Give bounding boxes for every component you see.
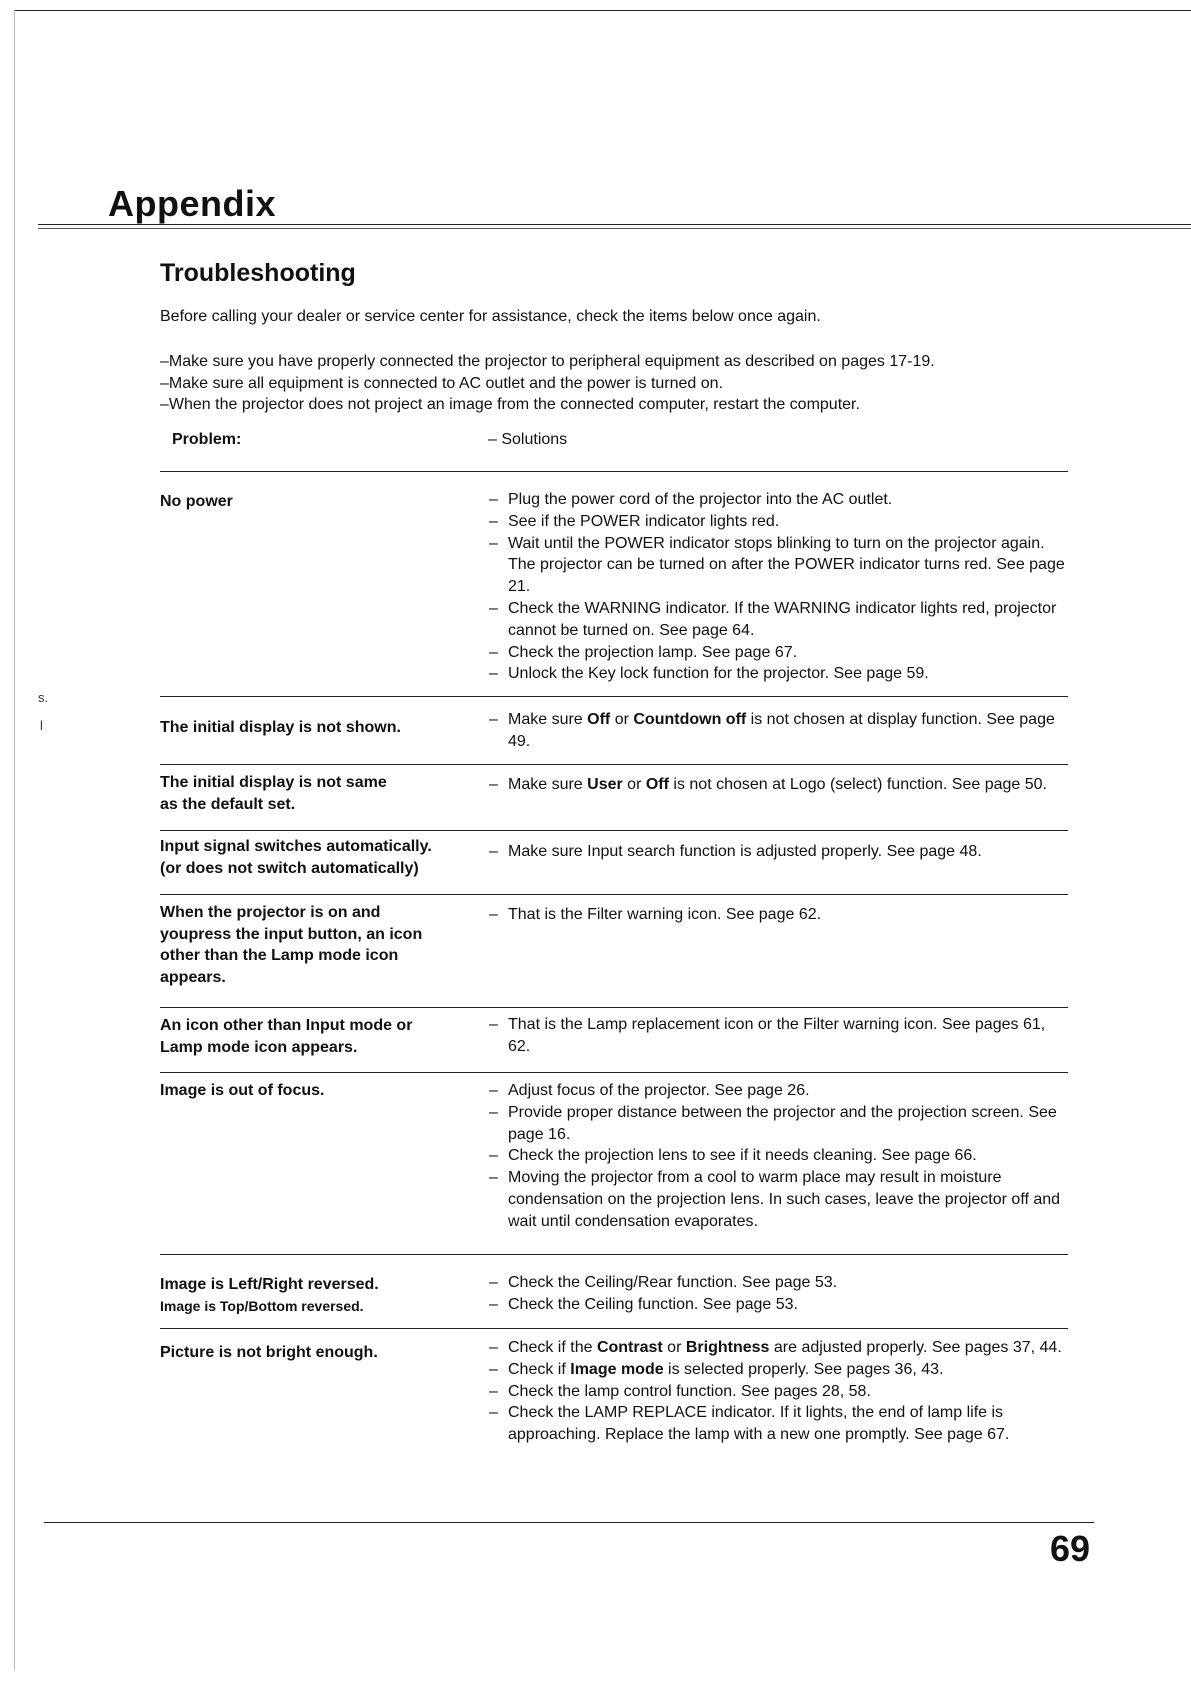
solution-text: That is the Filter warning icon. See page 62. [508, 906, 822, 923]
solution-text: Check if the [508, 1339, 597, 1356]
problem-initial-display-not-default [160, 772, 475, 815]
subsection-title: Troubleshooting [160, 259, 356, 287]
solution-item [489, 1167, 1069, 1232]
solution-text: is selected properly. See pages 36, 43. [663, 1360, 944, 1378]
solution-item [489, 511, 1069, 533]
section-title: Appendix [108, 183, 277, 224]
solution-emphasis: Off [587, 711, 611, 728]
problem-text: No power [160, 493, 233, 510]
dash-bullet: – [489, 1082, 498, 1099]
dash-bullet: – [489, 1274, 498, 1291]
dash-bullet: – [489, 1147, 498, 1165]
problem-image-reversed [160, 1274, 475, 1317]
dash-bullet: – [489, 643, 498, 661]
problem-text: When the projector is on and [160, 904, 381, 921]
dash-bullet: – [489, 776, 498, 793]
problem-unexpected-icon-on-input [160, 902, 475, 988]
header-rule [160, 471, 1068, 472]
solution-item [489, 1294, 1069, 1316]
solution-text: is not chosen at display function. See page 49. [508, 711, 1055, 750]
solution-emphasis: User [587, 776, 623, 793]
row-rule [160, 1328, 1068, 1329]
row-rule [160, 696, 1068, 697]
solutions-column-header: – Solutions [488, 431, 568, 448]
precheck-list [160, 351, 1100, 416]
solution-item [489, 1402, 1069, 1446]
problem-input-signal-switches [160, 836, 475, 879]
problem-text: Image is Top/Bottom reversed. [160, 1297, 364, 1314]
solution-text: Provide proper distance between the projector and the projection screen. See page 16. [508, 1103, 1057, 1143]
problem-initial-display-not-shown [160, 717, 475, 739]
dash-bullet: – [489, 843, 498, 860]
row-rule [160, 1072, 1068, 1073]
solution-text: or [662, 1339, 686, 1356]
left-margin-rule [14, 10, 15, 1670]
solution-item [489, 489, 1069, 511]
solution-text: See if the POWER indicator lights red. [508, 512, 780, 530]
solutions-initial-display-not-shown [489, 709, 1069, 753]
row-rule [160, 1254, 1068, 1255]
solution-text: Check if [508, 1360, 571, 1378]
problem-text: The initial display is not same [160, 774, 387, 791]
solution-item [489, 1337, 1069, 1359]
intro-text: Before calling your dealer or service center for assistance, check the items below once again. [160, 308, 821, 325]
solution-text: Check the WARNING indicator. If the WARNING indicator lights red, projector cannot be turned on. See page 64. [508, 599, 1057, 639]
solution-item [489, 1014, 1069, 1058]
margin-mark: s. [38, 690, 49, 705]
solution-text: Unlock the Key lock function for the projector. See page 59. [508, 665, 929, 683]
dash-bullet: – [489, 512, 498, 530]
solution-item [489, 1381, 1069, 1403]
dash-bullet: – [489, 1360, 498, 1378]
solution-item [489, 1080, 1069, 1102]
solution-item [489, 1272, 1069, 1294]
solution-emphasis: Countdown off [633, 711, 747, 728]
solutions-input-signal-switches [489, 841, 1069, 863]
solution-emphasis: Off [645, 776, 669, 793]
solutions-no-power [489, 489, 1069, 685]
solution-text: Make sure Input search function is adjusted properly. See page 48. [508, 843, 982, 860]
problem-text: Image is Left/Right reversed. [160, 1276, 379, 1293]
solution-text: Check the Ceiling/Rear function. See page 53. [508, 1274, 838, 1291]
solutions-out-of-focus [489, 1080, 1069, 1233]
problem-text: The initial display is not shown. [160, 719, 401, 736]
title-rule [38, 224, 1191, 225]
precheck-item: –Make sure all equipment is connected to AC outlet and the power is turned on. [160, 374, 724, 392]
solution-text: Make sure [508, 776, 588, 793]
row-rule [160, 1007, 1068, 1008]
solution-text: Check the Ceiling function. See page 53. [508, 1295, 798, 1313]
dash-bullet: – [489, 1382, 498, 1400]
problem-text: other than the Lamp mode icon [160, 947, 399, 964]
solution-text: Adjust focus of the projector. See page 26. [508, 1082, 810, 1099]
title-rule-thin [38, 228, 1191, 229]
dash-bullet: – [489, 1169, 498, 1187]
solution-item [489, 1145, 1069, 1167]
precheck-item: –When the projector does not project an image from the connected computer, restart the computer. [160, 396, 860, 413]
dash-bullet: – [489, 1339, 498, 1356]
dash-bullet: – [489, 1295, 498, 1313]
solution-item [489, 663, 1069, 685]
solution-text: Check the projection lamp. See page 67. [508, 643, 798, 661]
problem-column-header: Problem: [172, 431, 242, 448]
solution-text: are adjusted properly. See pages 37, 44. [769, 1339, 1062, 1356]
solution-text: Wait until the POWER indicator stops blinking to turn on the projector again. The projector can be turned on after the POWER indicator turns red. See page 21. [508, 534, 1065, 596]
solutions-image-reversed [489, 1272, 1069, 1316]
solution-text: That is the Lamp replacement icon or the Filter warning icon. See pages 61, 62. [508, 1016, 1046, 1055]
row-rule [160, 764, 1068, 765]
solution-item [489, 1359, 1069, 1381]
solution-text: is not chosen at Logo (select) function. See page 50. [668, 776, 1047, 793]
solutions-initial-display-not-default [489, 774, 1069, 796]
solution-text: Moving the projector from a cool to warm place may result in moisture condensation on the projection lens. In such cases, leave the projector off and wait until condensation evaporates. [508, 1169, 1061, 1230]
problem-text: An icon other than Input mode or [160, 1017, 413, 1034]
dash-bullet: – [489, 711, 498, 728]
problem-out-of-focus [160, 1080, 475, 1102]
solution-text: Check the LAMP REPLACE indicator. If it lights, the end of lamp life is approaching. Replace the lamp with a new one promptly. See page 67. [508, 1404, 1010, 1444]
solution-text: Check the projection lens to see if it needs cleaning. See page 66. [508, 1147, 977, 1165]
solution-emphasis: Image mode [570, 1360, 664, 1378]
solution-text: Make sure [508, 711, 588, 728]
solution-text: or [610, 711, 634, 728]
problem-text: Lamp mode icon appears. [160, 1038, 358, 1056]
solution-item [489, 904, 1069, 926]
solution-emphasis: Brightness [685, 1339, 770, 1356]
solution-emphasis: Contrast [596, 1339, 663, 1356]
dash-bullet: – [489, 534, 498, 552]
dash-bullet: – [489, 1404, 498, 1422]
problem-no-power [160, 491, 475, 513]
dash-bullet: – [489, 665, 498, 683]
solution-text: Plug the power cord of the projector into the AC outlet. [508, 491, 893, 508]
problem-not-bright-enough [160, 1342, 475, 1364]
dash-bullet: – [489, 491, 498, 508]
dash-bullet: – [489, 906, 498, 923]
problem-text: (or does not switch automatically) [160, 859, 419, 877]
solution-item [489, 841, 1069, 863]
solution-item [489, 642, 1069, 664]
solution-item [489, 774, 1069, 796]
problem-other-icon-appears [160, 1015, 475, 1058]
top-rule [14, 10, 1191, 11]
problem-text: as the default set. [160, 795, 296, 813]
problem-text: youpress the input button, an icon [160, 925, 423, 943]
solution-item [489, 1102, 1069, 1146]
problem-text: Input signal switches automatically. [160, 838, 432, 855]
solutions-unexpected-icon-on-input [489, 904, 1069, 926]
solution-text: Check the lamp control function. See pages 28, 58. [508, 1382, 871, 1400]
problem-text: Image is out of focus. [160, 1082, 325, 1099]
precheck-item: –Make sure you have properly connected the projector to peripheral equipment as described on pages 17-19. [160, 353, 935, 370]
solutions-not-bright-enough [489, 1337, 1069, 1446]
solution-item [489, 598, 1069, 642]
dash-bullet: – [489, 599, 498, 617]
row-rule [160, 830, 1068, 831]
problem-text: appears. [160, 968, 226, 986]
solution-item [489, 709, 1069, 753]
row-rule [160, 894, 1068, 895]
margin-mark: l [40, 718, 43, 733]
solutions-other-icon-appears [489, 1014, 1069, 1058]
solution-item [489, 533, 1069, 598]
problem-text: Picture is not bright enough. [160, 1344, 378, 1361]
footer-rule [44, 1522, 1094, 1523]
dash-bullet: – [489, 1103, 498, 1121]
dash-bullet: – [489, 1016, 498, 1033]
solution-text: or [622, 776, 646, 793]
page-number: 69 [1050, 1528, 1091, 1569]
